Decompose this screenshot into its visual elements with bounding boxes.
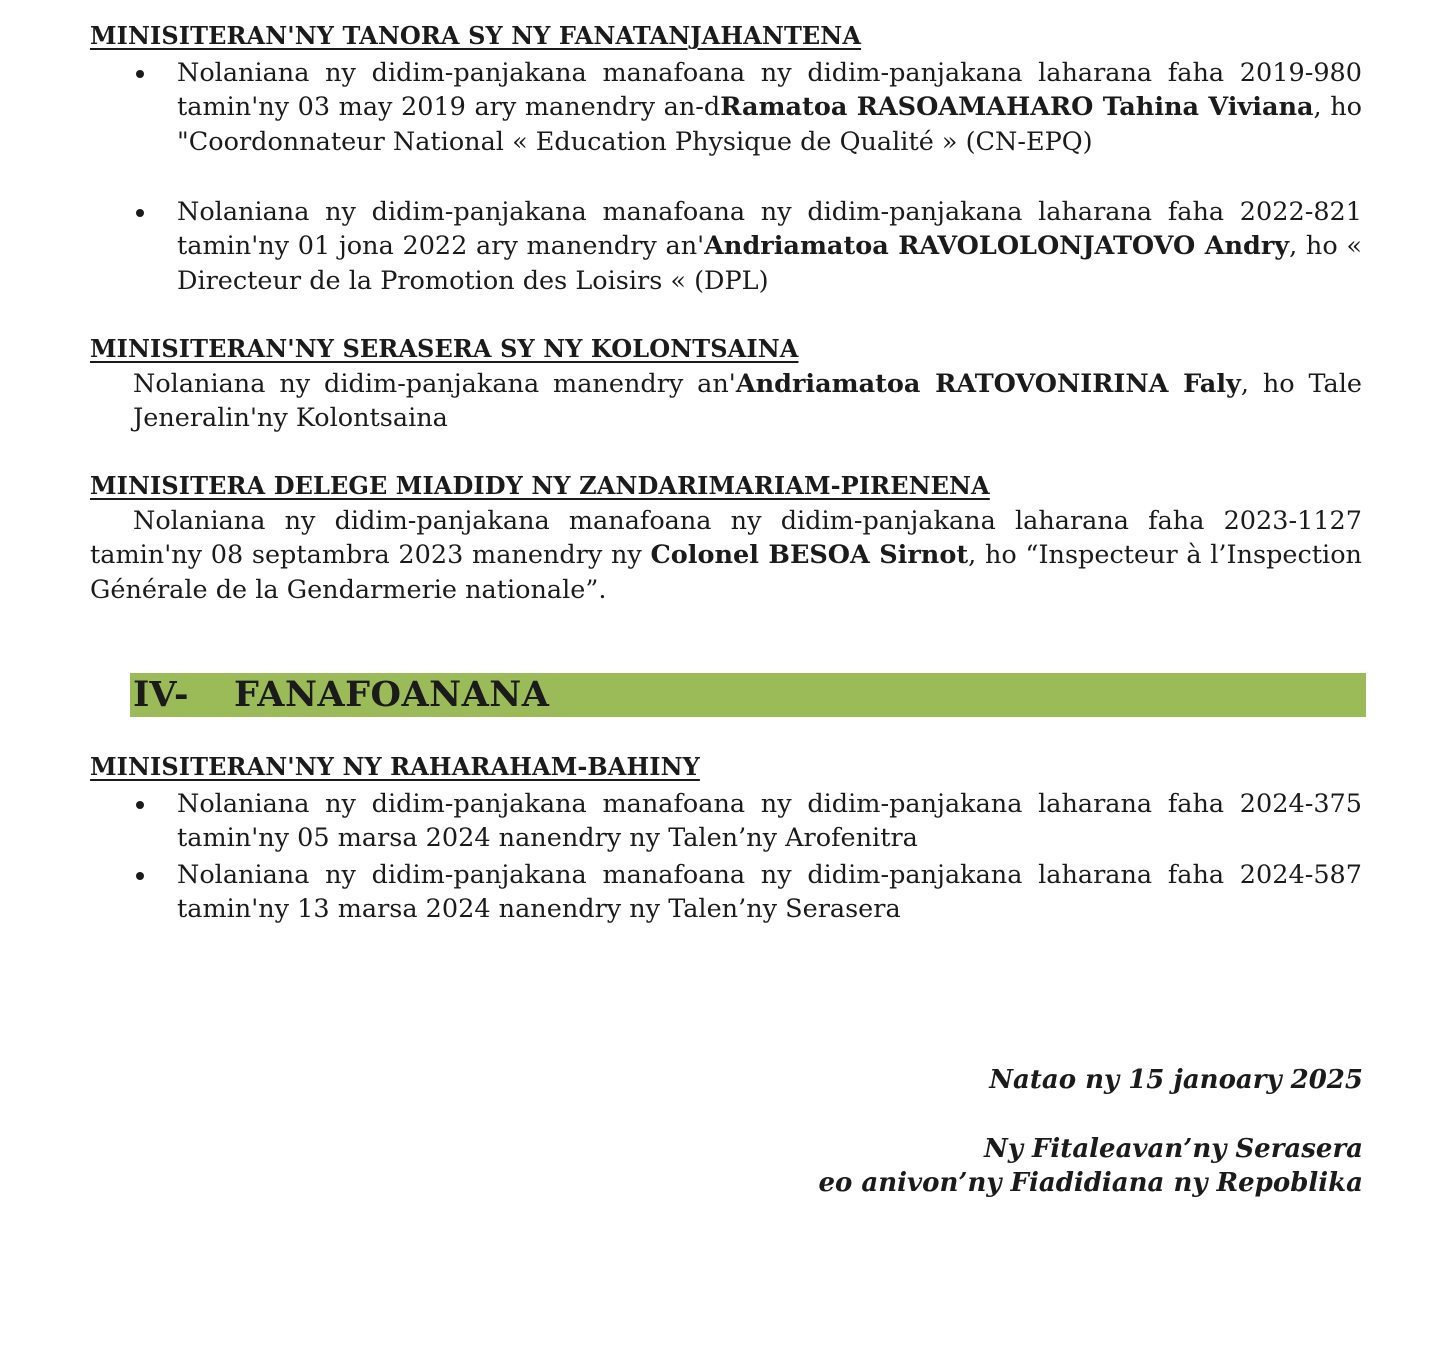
text-bold-name: Andriamatoa RATOVONIRINA Faly — [735, 369, 1241, 399]
signature-date: Natao ny 15 janoary 2025 — [989, 1065, 1363, 1095]
section-number: IV- — [133, 674, 189, 715]
paragraph-tanora-1 — [177, 56, 1362, 159]
bullet-dot — [136, 801, 144, 809]
text-bold-name: Colonel BESOA Sirnot — [650, 540, 969, 571]
signature-line-2: eo anivon’ny Fiadidiana ny Repoblika — [818, 1168, 1363, 1198]
section-title: FANAFOANANA — [234, 674, 550, 715]
text-bold-name: Andriamatoa RAVOLOLONJATOVO Andry — [704, 231, 1290, 262]
heading-serasera: MINISITERAN'NY SERASERA SY NY KOLONTSAINA — [90, 334, 799, 363]
heading-raharaham-bahiny: MINISITERAN'NY NY RAHARAHAM-BAHINY — [90, 752, 700, 781]
paragraph-zandarimariam — [90, 504, 1362, 607]
section-heading-bar — [130, 673, 1366, 717]
heading-zandarimariam: MINISITERA DELEGE MIADIDY NY ZANDARIMARIAM-PIRENENA — [90, 471, 990, 500]
bullet-dot — [136, 209, 144, 217]
paragraph-serasera — [133, 367, 1362, 436]
text-post: , ho « Directeur de la Promotion des Loisirs « (DPL) — [177, 231, 1362, 296]
signature-line-1: Ny Fitaleavan’ny Serasera — [984, 1134, 1363, 1164]
paragraph-bahiny-1: Nolaniana ny didim-panjakana manafoana ny didim-panjakana laharana faha 2024-375 tamin'ny 05 marsa 2024 nanendry ny Talen’ny Arofenitra — [177, 789, 1362, 854]
text-post: , ho Tale Jeneralin'ny Kolontsaina — [133, 369, 1362, 434]
text-pre: Nolaniana ny didim-panjakana manafoana ny didim-panjakana laharana faha 2022-821 tamin'ny 01 jona 2022 ary manendry an' — [177, 197, 1362, 262]
bullet-dot — [136, 70, 144, 78]
bullet-dot — [136, 872, 144, 880]
heading-tanora: MINISITERAN'NY TANORA SY NY FANATANJAHANTENA — [90, 21, 862, 50]
text-bold-name: Ramatoa RASOAMAHARO Tahina Viviana — [720, 92, 1314, 123]
text-pre: Nolaniana ny didim-panjakana manafoana ny didim-panjakana laharana faha 2019-980 tamin'ny 03 may 2019 ary manendry an-d — [177, 58, 1362, 123]
paragraph-bahiny-2: Nolaniana ny didim-panjakana manafoana ny didim-panjakana laharana faha 2024-587 tamin'ny 13 marsa 2024 nanendry ny Talen’ny Serasera — [177, 860, 1362, 925]
paragraph-tanora-2 — [177, 195, 1362, 298]
text-post: , ho "Coordonnateur National « Education Physique de Qualité » (CN-EPQ) — [177, 92, 1362, 157]
text-pre: Nolaniana ny didim-panjakana manendry an' — [133, 369, 736, 399]
text-pre: Nolaniana ny didim-panjakana manafoana ny didim-panjakana laharana faha 2023-1127 tamin'ny 08 septambra 2023 manendry ny — [90, 506, 1362, 571]
text-post: , ho “Inspecteur à l’Inspection Générale de la Gendarmerie nationale”. — [90, 540, 1362, 605]
